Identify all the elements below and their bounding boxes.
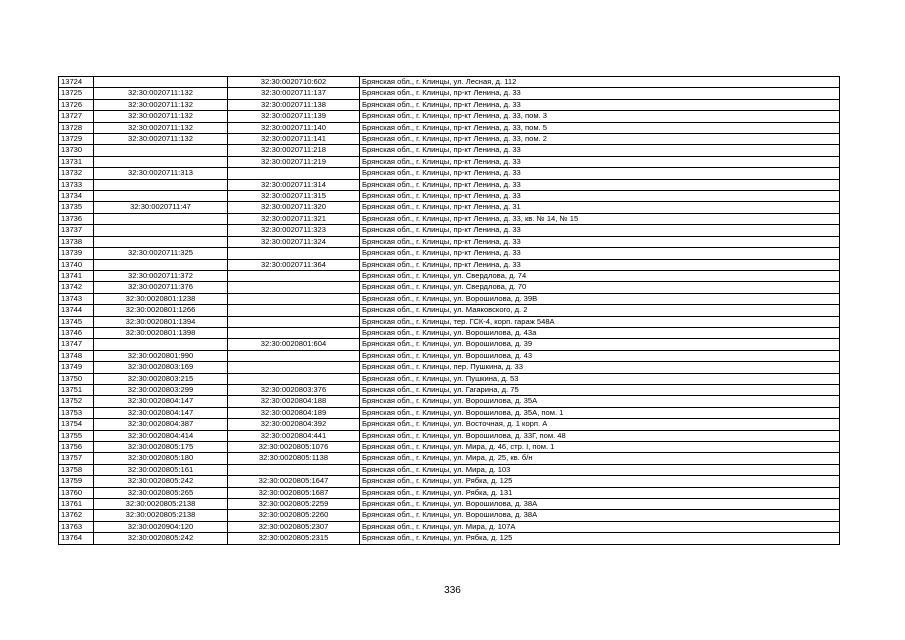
object-cadastral-number-cell: 32:30:0020711:323: [228, 225, 360, 236]
row-number-cell: 13725: [59, 88, 94, 99]
object-cadastral-number-cell: 32:30:0020711:141: [228, 134, 360, 145]
object-cadastral-number-cell: [228, 373, 360, 384]
object-cadastral-number-cell: 32:30:0020711:364: [228, 259, 360, 270]
row-number-cell: 13736: [59, 213, 94, 224]
cadastral-number-cell: 32:30:0020711:132: [94, 99, 228, 110]
cadastral-number-cell: 32:30:0020805:265: [94, 487, 228, 498]
row-number-cell: 13762: [59, 510, 94, 521]
object-cadastral-number-cell: 32:30:0020803:376: [228, 384, 360, 395]
table-row: [59, 145, 840, 156]
object-cadastral-number-cell: [228, 293, 360, 304]
row-number-cell: 13731: [59, 156, 94, 167]
address-cell: Брянская обл., г. Клинцы, ул. Рябка, д. 125: [360, 476, 840, 487]
cadastral-number-cell: [94, 77, 228, 88]
cadastral-number-cell: 32:30:0020711:325: [94, 248, 228, 259]
cadastral-number-cell: [94, 156, 228, 167]
object-cadastral-number-cell: [228, 168, 360, 179]
row-number-cell: 13763: [59, 521, 94, 532]
registry-table-body: [59, 77, 840, 545]
object-cadastral-number-cell: 32:30:0020711:321: [228, 213, 360, 224]
address-cell: Брянская обл., г. Клинцы, пр-кт Ленина, д. 33: [360, 156, 840, 167]
row-number-cell: 13733: [59, 179, 94, 190]
table-row: [59, 168, 840, 179]
table-row: [59, 327, 840, 338]
object-cadastral-number-cell: 32:30:0020804:189: [228, 407, 360, 418]
table-row: [59, 419, 840, 430]
address-cell: Брянская обл., г. Клинцы, ул. Рябка, д. 125: [360, 533, 840, 544]
object-cadastral-number-cell: [228, 248, 360, 259]
table-row: [59, 134, 840, 145]
address-cell: Брянская обл., г. Клинцы, ул. Ворошилова, д. 38А: [360, 499, 840, 510]
object-cadastral-number-cell: 32:30:0020805:1138: [228, 453, 360, 464]
address-cell: Брянская обл., г. Клинцы, ул. Ворошилова, д. 39: [360, 339, 840, 350]
object-cadastral-number-cell: 32:30:0020711:137: [228, 88, 360, 99]
table-row: [59, 521, 840, 532]
page-number: 336: [444, 585, 461, 596]
cadastral-number-cell: 32:30:0020804:147: [94, 396, 228, 407]
table-row: [59, 236, 840, 247]
cadastral-number-cell: 32:30:0020711:376: [94, 282, 228, 293]
cadastral-number-cell: 32:30:0020805:161: [94, 464, 228, 475]
address-cell: Брянская обл., г. Клинцы, пр-кт Ленина, д. 33, пом. 2: [360, 134, 840, 145]
address-cell: Брянская обл., г. Клинцы, ул. Восточная, д. 1 корп. А: [360, 419, 840, 430]
row-number-cell: 13739: [59, 248, 94, 259]
address-cell: Брянская обл., г. Клинцы, пр-кт Ленина, д. 31: [360, 202, 840, 213]
cadastral-number-cell: 32:30:0020804:387: [94, 419, 228, 430]
table-row: [59, 225, 840, 236]
object-cadastral-number-cell: 32:30:0020801:604: [228, 339, 360, 350]
table-row: [59, 213, 840, 224]
table-row: [59, 407, 840, 418]
object-cadastral-number-cell: 32:30:0020710:602: [228, 77, 360, 88]
table-row: [59, 111, 840, 122]
cadastral-number-cell: 32:30:0020711:313: [94, 168, 228, 179]
row-number-cell: 13760: [59, 487, 94, 498]
table-row: [59, 533, 840, 544]
object-cadastral-number-cell: 32:30:0020804:441: [228, 430, 360, 441]
row-number-cell: 13730: [59, 145, 94, 156]
object-cadastral-number-cell: 32:30:0020805:1076: [228, 442, 360, 453]
cadastral-number-cell: 32:30:0020805:242: [94, 533, 228, 544]
row-number-cell: 13724: [59, 77, 94, 88]
row-number-cell: 13749: [59, 362, 94, 373]
object-cadastral-number-cell: 32:30:0020711:314: [228, 179, 360, 190]
address-cell: Брянская обл., г. Клинцы, ул. Мира, д. 103: [360, 464, 840, 475]
row-number-cell: 13726: [59, 99, 94, 110]
cadastral-number-cell: [94, 179, 228, 190]
address-cell: Брянская обл., г. Клинцы, ул. Ворошилова, д. 35А, пом. 1: [360, 407, 840, 418]
row-number-cell: 13738: [59, 236, 94, 247]
object-cadastral-number-cell: [228, 270, 360, 281]
address-cell: Брянская обл., г. Клинцы, пр-кт Ленина, д. 33: [360, 168, 840, 179]
address-cell: Брянская обл., г. Клинцы, пр-кт Ленина, д. 33: [360, 99, 840, 110]
address-cell: Брянская обл., г. Клинцы, ул. Свердлова, д. 74: [360, 270, 840, 281]
object-cadastral-number-cell: [228, 305, 360, 316]
cadastral-number-cell: [94, 236, 228, 247]
cadastral-number-cell: 32:30:0020801:1238: [94, 293, 228, 304]
cadastral-number-cell: 32:30:0020801:1394: [94, 316, 228, 327]
object-cadastral-number-cell: 32:30:0020711:140: [228, 122, 360, 133]
row-number-cell: 13756: [59, 442, 94, 453]
table-row: [59, 350, 840, 361]
row-number-cell: 13729: [59, 134, 94, 145]
cadastral-number-cell: [94, 191, 228, 202]
cadastral-number-cell: 32:30:0020711:132: [94, 134, 228, 145]
row-number-cell: 13737: [59, 225, 94, 236]
address-cell: Брянская обл., г. Клинцы, ул. Лесная, д. 112: [360, 77, 840, 88]
row-number-cell: 13746: [59, 327, 94, 338]
cadastral-number-cell: 32:30:0020803:299: [94, 384, 228, 395]
row-number-cell: 13742: [59, 282, 94, 293]
row-number-cell: 13757: [59, 453, 94, 464]
address-cell: Брянская обл., г. Клинцы, ул. Ворошилова, д. 43а: [360, 327, 840, 338]
address-cell: Брянская обл., г. Клинцы, ул. Ворошилова, д. 35А: [360, 396, 840, 407]
row-number-cell: 13758: [59, 464, 94, 475]
object-cadastral-number-cell: [228, 282, 360, 293]
row-number-cell: 13755: [59, 430, 94, 441]
object-cadastral-number-cell: 32:30:0020805:1687: [228, 487, 360, 498]
address-cell: Брянская обл., г. Клинцы, ул. Мира, д. 107А: [360, 521, 840, 532]
object-cadastral-number-cell: 32:30:0020711:218: [228, 145, 360, 156]
row-number-cell: 13754: [59, 419, 94, 430]
cadastral-number-cell: 32:30:0020801:1398: [94, 327, 228, 338]
cadastral-number-cell: 32:30:0020805:242: [94, 476, 228, 487]
address-cell: Брянская обл., г. Клинцы, пр-кт Ленина, д. 33, пом. 5: [360, 122, 840, 133]
address-cell: Брянская обл., г. Клинцы, ул. Ворошилова, д. 39В: [360, 293, 840, 304]
object-cadastral-number-cell: 32:30:0020805:1647: [228, 476, 360, 487]
row-number-cell: 13748: [59, 350, 94, 361]
table-row: [59, 453, 840, 464]
cadastral-number-cell: 32:30:0020805:180: [94, 453, 228, 464]
table-row: [59, 77, 840, 88]
address-cell: Брянская обл., г. Клинцы, пр-кт Ленина, д. 33: [360, 236, 840, 247]
row-number-cell: 13743: [59, 293, 94, 304]
object-cadastral-number-cell: 32:30:0020805:2307: [228, 521, 360, 532]
table-row: [59, 99, 840, 110]
table-row: [59, 487, 840, 498]
row-number-cell: 13761: [59, 499, 94, 510]
address-cell: Брянская обл., г. Клинцы, пр-кт Ленина, д. 33: [360, 248, 840, 259]
table-row: [59, 191, 840, 202]
object-cadastral-number-cell: [228, 350, 360, 361]
registry-table: [58, 76, 840, 545]
table-row: [59, 442, 840, 453]
table-row: [59, 122, 840, 133]
table-row: [59, 362, 840, 373]
object-cadastral-number-cell: [228, 464, 360, 475]
cadastral-number-cell: 32:30:0020904:120: [94, 521, 228, 532]
table-row: [59, 396, 840, 407]
row-number-cell: 13732: [59, 168, 94, 179]
cadastral-number-cell: [94, 259, 228, 270]
object-cadastral-number-cell: 32:30:0020711:315: [228, 191, 360, 202]
address-cell: Брянская обл., г. Клинцы, пр-кт Ленина, д. 33, пом. 3: [360, 111, 840, 122]
table-row: [59, 510, 840, 521]
row-number-cell: 13752: [59, 396, 94, 407]
object-cadastral-number-cell: 32:30:0020711:324: [228, 236, 360, 247]
table-row: [59, 248, 840, 259]
object-cadastral-number-cell: 32:30:0020711:139: [228, 111, 360, 122]
object-cadastral-number-cell: [228, 327, 360, 338]
cadastral-number-cell: 32:30:0020804:414: [94, 430, 228, 441]
cadastral-number-cell: 32:30:0020803:215: [94, 373, 228, 384]
cadastral-number-cell: 32:30:0020711:372: [94, 270, 228, 281]
row-number-cell: 13728: [59, 122, 94, 133]
row-number-cell: 13747: [59, 339, 94, 350]
row-number-cell: 13750: [59, 373, 94, 384]
address-cell: Брянская обл., г. Клинцы, пр-кт Ленина, д. 33: [360, 88, 840, 99]
cadastral-number-cell: 32:30:0020711:132: [94, 88, 228, 99]
object-cadastral-number-cell: 32:30:0020805:2260: [228, 510, 360, 521]
table-row: [59, 476, 840, 487]
object-cadastral-number-cell: 32:30:0020804:392: [228, 419, 360, 430]
address-cell: Брянская обл., г. Клинцы, пр-кт Ленина, д. 33: [360, 179, 840, 190]
cadastral-number-cell: 32:30:0020801:990: [94, 350, 228, 361]
table-row: [59, 499, 840, 510]
cadastral-number-cell: 32:30:0020711:132: [94, 122, 228, 133]
object-cadastral-number-cell: 32:30:0020711:219: [228, 156, 360, 167]
cadastral-number-cell: 32:30:0020711:132: [94, 111, 228, 122]
address-cell: Брянская обл., г. Клинцы, ул. Гагарина, д. 75: [360, 384, 840, 395]
object-cadastral-number-cell: 32:30:0020711:320: [228, 202, 360, 213]
row-number-cell: 13751: [59, 384, 94, 395]
table-row: [59, 316, 840, 327]
object-cadastral-number-cell: 32:30:0020805:2259: [228, 499, 360, 510]
table-row: [59, 293, 840, 304]
object-cadastral-number-cell: [228, 362, 360, 373]
table-row: [59, 156, 840, 167]
address-cell: Брянская обл., г. Клинцы, тер. ГСК-4, корп. гараж 548А: [360, 316, 840, 327]
row-number-cell: 13744: [59, 305, 94, 316]
table-row: [59, 305, 840, 316]
address-cell: Брянская обл., г. Клинцы, ул. Свердлова, д. 70: [360, 282, 840, 293]
row-number-cell: 13753: [59, 407, 94, 418]
cadastral-number-cell: 32:30:0020805:175: [94, 442, 228, 453]
address-cell: Брянская обл., г. Клинцы, ул. Рябка, д. 131: [360, 487, 840, 498]
address-cell: Брянская обл., г. Клинцы, пер. Пушкина, д. 33: [360, 362, 840, 373]
object-cadastral-number-cell: [228, 316, 360, 327]
address-cell: Брянская обл., г. Клинцы, ул. Пушкина, д. 53: [360, 373, 840, 384]
cadastral-number-cell: [94, 213, 228, 224]
row-number-cell: 13759: [59, 476, 94, 487]
row-number-cell: 13727: [59, 111, 94, 122]
table-row: [59, 384, 840, 395]
address-cell: Брянская обл., г. Клинцы, ул. Ворошилова, д. 38А: [360, 510, 840, 521]
table-row: [59, 202, 840, 213]
table-row: [59, 179, 840, 190]
row-number-cell: 13764: [59, 533, 94, 544]
cadastral-number-cell: [94, 339, 228, 350]
cadastral-number-cell: [94, 145, 228, 156]
address-cell: Брянская обл., г. Клинцы, пр-кт Ленина, д. 33: [360, 259, 840, 270]
cadastral-number-cell: 32:30:0020803:169: [94, 362, 228, 373]
table-row: [59, 270, 840, 281]
address-cell: Брянская обл., г. Клинцы, пр-кт Ленина, д. 33: [360, 225, 840, 236]
object-cadastral-number-cell: 32:30:0020805:2315: [228, 533, 360, 544]
address-cell: Брянская обл., г. Клинцы, ул. Мира, д. 25, кв. б/н: [360, 453, 840, 464]
row-number-cell: 13741: [59, 270, 94, 281]
cadastral-number-cell: 32:30:0020805:2138: [94, 510, 228, 521]
table-row: [59, 464, 840, 475]
table-row: [59, 259, 840, 270]
address-cell: Брянская обл., г. Клинцы, ул. Маяковского, д. 2: [360, 305, 840, 316]
cadastral-number-cell: 32:30:0020711:47: [94, 202, 228, 213]
address-cell: Брянская обл., г. Клинцы, пр-кт Ленина, д. 33: [360, 191, 840, 202]
table-row: [59, 88, 840, 99]
table-row: [59, 282, 840, 293]
object-cadastral-number-cell: 32:30:0020711:138: [228, 99, 360, 110]
cadastral-number-cell: [94, 225, 228, 236]
object-cadastral-number-cell: 32:30:0020804:188: [228, 396, 360, 407]
row-number-cell: 13745: [59, 316, 94, 327]
table-row: [59, 430, 840, 441]
row-number-cell: 13740: [59, 259, 94, 270]
address-cell: Брянская обл., г. Клинцы, ул. Ворошилова, д. 43: [360, 350, 840, 361]
row-number-cell: 13735: [59, 202, 94, 213]
address-cell: Брянская обл., г. Клинцы, ул. Ворошилова, д. 33Г, пом. 48: [360, 430, 840, 441]
address-cell: Брянская обл., г. Клинцы, ул. Мира, д. 46, стр. I, пом. 1: [360, 442, 840, 453]
row-number-cell: 13734: [59, 191, 94, 202]
table-row: [59, 373, 840, 384]
cadastral-number-cell: 32:30:0020805:2138: [94, 499, 228, 510]
cadastral-number-cell: 32:30:0020804:147: [94, 407, 228, 418]
address-cell: Брянская обл., г. Клинцы, пр-кт Ленина, д. 33, кв. № 14, № 15: [360, 213, 840, 224]
table-row: [59, 339, 840, 350]
address-cell: Брянская обл., г. Клинцы, пр-кт Ленина, д. 33: [360, 145, 840, 156]
cadastral-number-cell: 32:30:0020801:1266: [94, 305, 228, 316]
